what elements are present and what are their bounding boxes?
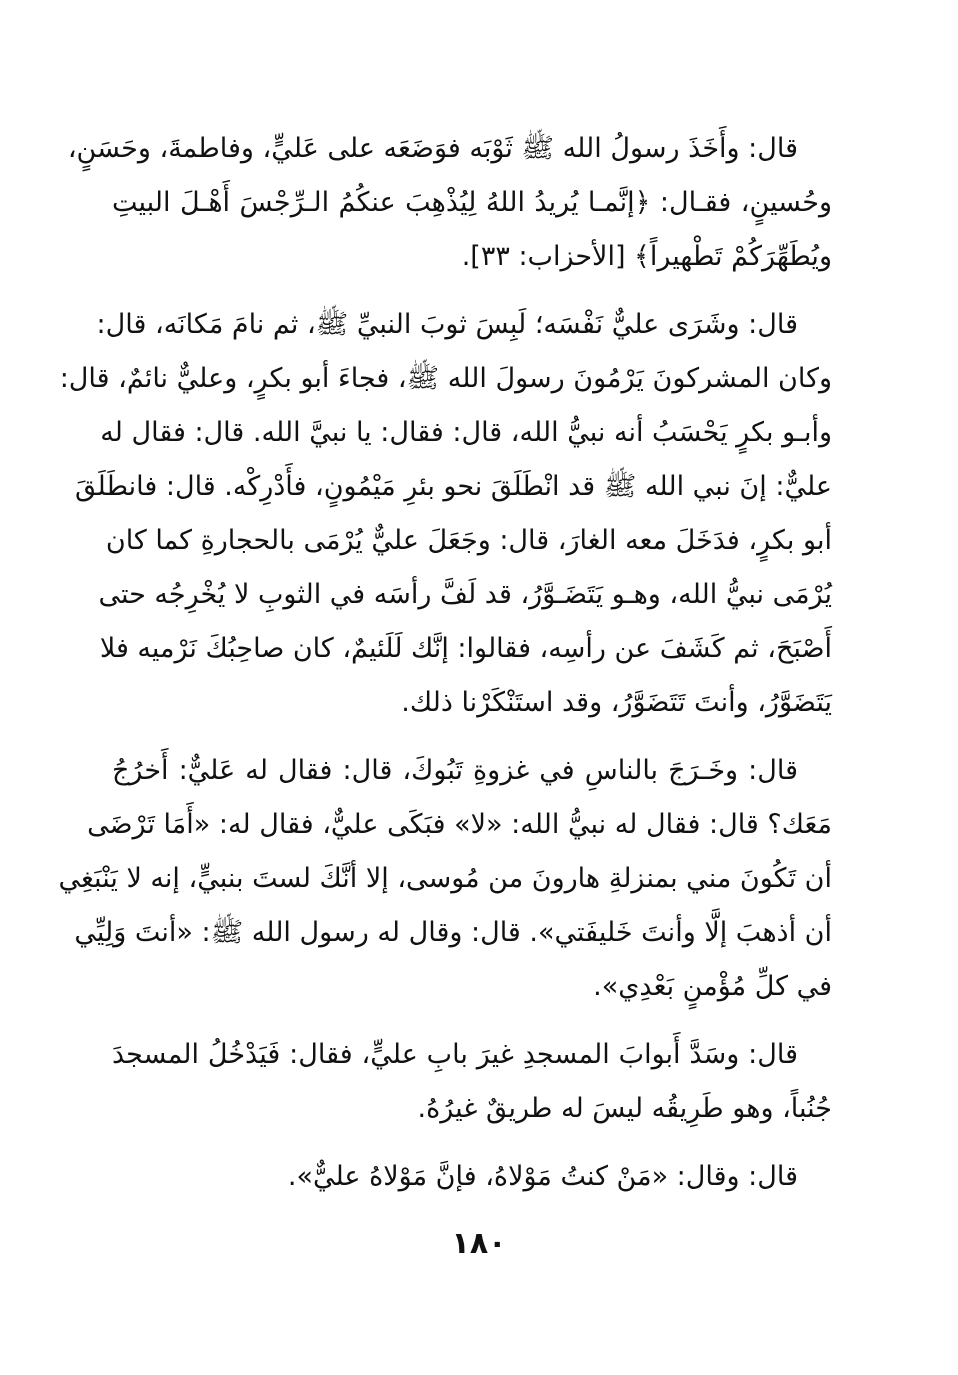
paragraph-4 xyxy=(112,1028,832,1136)
text-line: وأبـو بكرٍ يَحْسَبُ أنه نبيُّ الله، قال: فقال: يا نبيَّ الله. قال: فقال له xyxy=(100,417,832,448)
text-line: يَتَضَوَّرُ، وأنتَ تَتَضَوَّرُ، وقد استَنْكَرْنا ذلك. xyxy=(401,687,832,718)
page-number: ١٨٠ xyxy=(451,1226,507,1261)
text-line: ويُطَهِّرَكُمْ تَطْهيراً﴾ [الأحزاب: ٣٣]. xyxy=(461,241,832,272)
text-line: وكان المشركونَ يَرْمُونَ رسولَ الله ﷺ، فجاءَ أبو بكرٍ، وعليٌّ نائمٌ، قال: xyxy=(59,363,832,394)
text-line: أبو بكرٍ، فدَخَلَ معه الغارَ، قال: وجَعَلَ عليٌّ يُرْمَى بالحجارةِ كما كان xyxy=(105,525,832,556)
text-line: جُنُباً، وهو طَرِيقُه ليسَ له طريقٌ غيرُهُ. xyxy=(417,1093,832,1124)
paragraph-3 xyxy=(58,744,832,1014)
text-line: عليٌّ: إنَ نبي الله ﷺ قد انْطَلَقَ نحو بئرِ مَيْمُونٍ، فأَدْرِكْه. قال: فانطَلَقَ xyxy=(75,471,832,502)
paragraph-2 xyxy=(59,298,832,730)
paragraph-1 xyxy=(67,122,832,284)
text-line: يُرْمَى نبيُّ الله، وهـو يَتَضَـوَّرُ، قد لَفَّ رأسَه في الثوبِ لا يُخْرِجُه حتى xyxy=(98,579,832,610)
text-line: أَصْبَحَ، ثم كَشَفَ عن رأسِه، فقالوا: إنَّك لَلَئيمٌ، كان صاحِبُكَ نَرْميه فلا xyxy=(99,633,832,664)
text-line: في كلِّ مُؤْمنٍ بَعْدِي». xyxy=(593,971,832,1002)
text-line: أن أذهبَ إلَّا وأنتَ خَليفَتي». قال: وقال له رسول الله ﷺ: «أنتَ وَلِيِّي xyxy=(74,917,832,948)
text-line: قال: وأَخَذَ رسولُ الله ﷺ ثَوْبَه فوَضَعَه على عَليٍّ، وفاطمةَ، وحَسَنٍ، xyxy=(67,133,798,164)
text-line: وحُسينٍ، فقـال: ﴿إنَّمـا يُريدُ اللهُ لِيُذْهِبَ عنكُمُ الـرِّجْسَ أَهْـلَ البيتِ xyxy=(112,187,832,218)
text-line: قال: وقال: «مَنْ كنتُ مَوْلاهُ، فإنَّ مَوْلاهُ عليٌّ». xyxy=(287,1161,798,1192)
paragraph-5 xyxy=(112,1150,832,1204)
text-line: قال: وسَدَّ أَبوابَ المسجدِ غيرَ بابِ عليٍّ، فقال: فَيَدْخُلُ المسجدَ xyxy=(112,1039,798,1070)
text-line: قال: وشَرَى عليٌّ نَفْسَه؛ لَبِسَ ثوبَ النبيِّ ﷺ، ثم نامَ مَكانَه، قال: xyxy=(96,309,798,340)
text-body xyxy=(58,122,832,1218)
text-line: مَعَك؟ قال: فقال له نبيُّ الله: «لا» فبَكَى عليٌّ، فقال له: «أَمَا تَرْضَى xyxy=(87,809,832,840)
text-line: أن تَكُونَ مني بمنزلةِ هارونَ من مُوسى، إلا أنَّكَ لستَ بنبيٍّ، إنه لا يَنْبَغِي xyxy=(58,863,832,894)
text-line: قال: وخَـرَجَ بالناسِ في غزوةِ تَبُوكَ، قال: فقال له عَليٌّ: أَخرُجُ xyxy=(112,755,798,786)
